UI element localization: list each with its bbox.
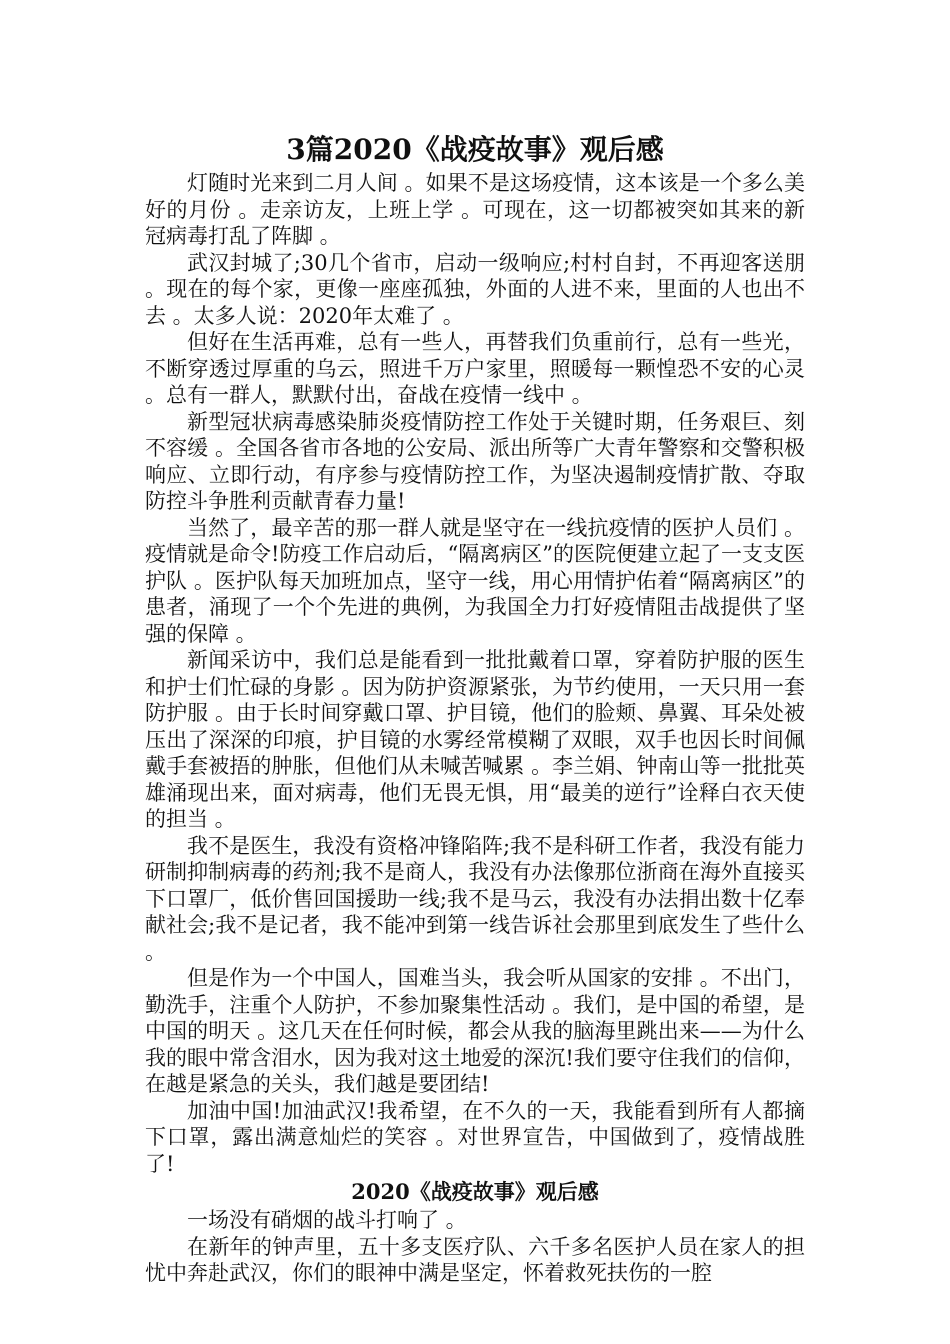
paragraph-5: 当然了，最辛苦的那一群人就是坚守在一线抗疫情的医护人员们 。疫情就是命令!防疫工作启动后，“隔离病区”的医院便建立起了一支支医护队 。医护队每天加班加点，坚守一线，用心用情护佑着“隔离病区”的患者，涌现了一个个先进的典例，为我国全力打好疫情阻击战提供了坚强的保障 。 [145, 515, 805, 646]
section-title: 2020《战疫故事》观后感 [351, 1179, 599, 1204]
paragraph-3: 但好在生活再难，总有一些人，再替我们负重前行，总有一些光，不断穿透过厚重的乌云，照进千万户家里，照暖每一颗惶恐不安的心灵 。总有一群人，默默付出，奋战在疫情一线中 。 [145, 330, 805, 407]
paragraph-4: 新型冠状病毒感染肺炎疫情防控工作处于关键时期，任务艰巨、刻不容缓 。全国各省市各地的公安局、派出所等广大青年警察和交警积极响应、立即行动，有序参与疫情防控工作，为坚决遏制疫情扩散、夺取防控斗争胜利贡献青春力量! [145, 409, 805, 513]
paragraph-8: 但是作为一个中国人，国难当头，我会听从国家的安排 。不出门，勤洗手，注重个人防护，不参加聚集性活动 。我们，是中国的希望，是中国的明天 。这几天在任何时候，都会从我的脑海里跳出来——为什么我的眼中常含泪水，因为我对这土地爱的深沉!我们要守住我们的信仰，在越是紧急的关头，我们越是要团结! [145, 966, 805, 1096]
paragraph-2: 武汉封城了;30几个省市，启动一级响应;村村自封，不再迎客送朋 。现在的每个家，更像一座座孤独，外面的人进不来，里面的人也出不去 。太多人说：2020年太难了 。 [145, 250, 805, 328]
paragraph-6: 新闻采访中，我们总是能看到一批批戴着口罩，穿着防护服的医生和护士们忙碌的身影 。因为防护资源紧张，为节约使用，一天只用一套防护服 。由于长时间穿戴口罩、护目镜，他们的脸颊、鼻翼、耳朵处被压出了深深的印痕，护目镜的水雾经常模糊了双眼，双手也因长时间佩戴手套被捂的肿胀，但他们从未喊苦喊累 。李兰娟、钟南山等一批批英雄涌现出来，面对病毒，他们无畏无惧，用“最美的逆行”诠释白衣天使的担当 。 [145, 648, 805, 831]
section2-paragraph-1: 一场没有硝烟的战斗打响了 。 [187, 1208, 467, 1232]
paragraph-7: 我不是医生，我没有资格冲锋陷阵;我不是科研工作者，我没有能力研制抑制病毒的药剂;我不是商人，我没有办法像那位浙商在海外直接买下口罩厂，低价售回国援助一线;我不是马云，我没有办法捐出数十亿奉献社会;我不是记者，我不能冲到第一线告诉社会那里到底发生了些什么 。 [145, 833, 805, 964]
document-page [145, 130, 805, 1287]
paragraph-9: 加油中国!加油武汉!我希望，在不久的一天，我能看到所有人都摘下口罩，露出满意灿烂的笑容 。对世界宣告，中国做到了，疫情战胜了! [145, 1098, 805, 1176]
paragraph-1: 灯随时光来到二月人间 。如果不是这场疫情，这本该是一个多么美好的月份 。走亲访友，上班上学 。可现在，这一切都被突如其来的新冠病毒打乱了阵脚 。 [145, 171, 805, 248]
document-title: 3篇2020《战疫故事》观后感 [286, 133, 664, 166]
section2-paragraph-2: 在新年的钟声里，五十多支医疗队、六千多名医护人员在家人的担忧中奔赴武汉，你们的眼神中满是坚定，怀着救死扶伤的一腔 [145, 1234, 805, 1285]
